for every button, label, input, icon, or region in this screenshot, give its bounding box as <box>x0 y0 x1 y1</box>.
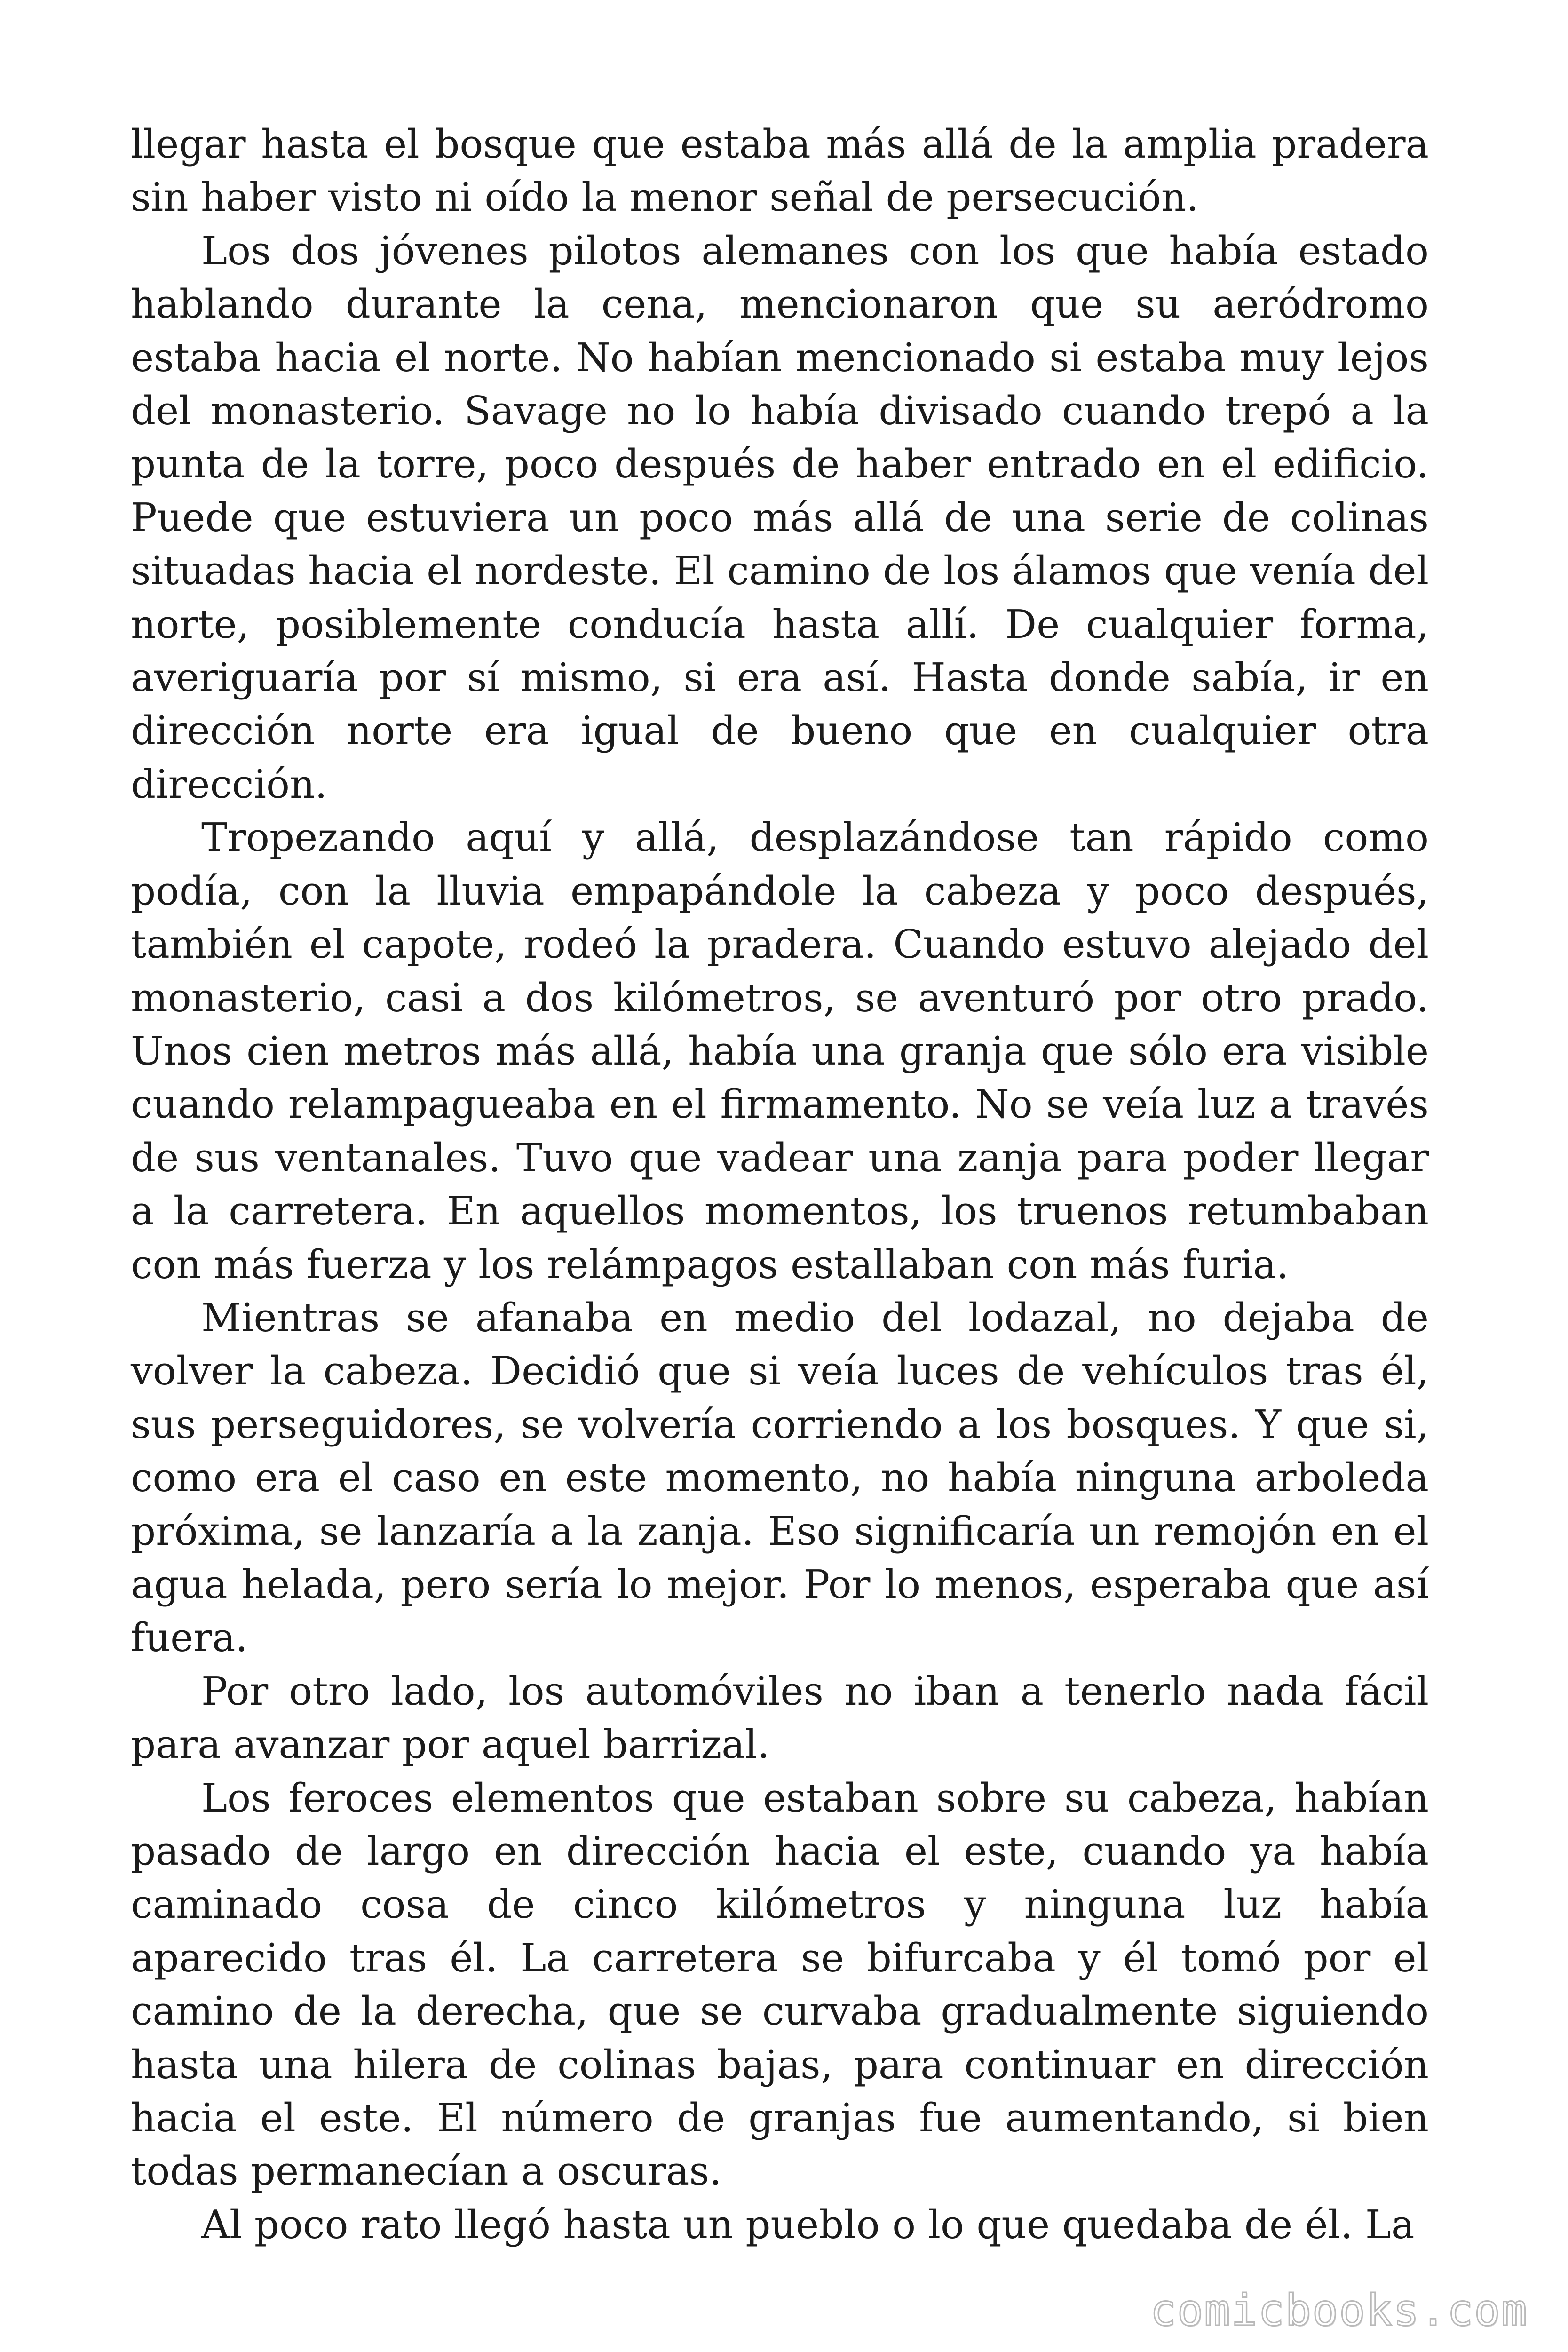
paragraph-4: Mientras se afanaba en medio del lodazal, no dejaba de volver la cabeza. Decidió que si veía luces de vehículos tras él, sus perseguidores, se volvería corriendo a los bosques. Y que si, como era el caso en este momento, no había ninguna arboleda próxima, se lanzaría a la zanja. Eso significaría un remojón en el agua helada, pero sería lo mejor. Por lo menos, esperaba que así fuera. <box>131 1295 1429 1661</box>
paragraph-2: Los dos jóvenes pilotos alemanes con los que había estado hablando durante la cena, mencionaron que su aeródromo estaba hacia el norte. No habían mencionado si estaba muy lejos del monasterio. Savage no lo había divisado cuando trepó a la punta de la torre, poco después de haber entrado en el edificio. Puede que estuviera un poco más allá de una serie de colinas situadas hacia el nordeste. El camino de los álamos que venía del norte, posiblemente conducía hasta allí. De cualquier forma, averiguaría por sí mismo, si era así. Hasta donde sabía, ir en dirección norte era igual de bueno que en cualquier otra dirección. <box>131 228 1429 807</box>
paragraph-5: Por otro lado, los automóviles no iban a tenerlo nada fácil para avanzar por aquel barrizal. <box>131 1668 1429 1768</box>
paragraph-1: llegar hasta el bosque que estaba más allá de la amplia pradera sin haber visto ni oído la menor señal de persecución. <box>131 121 1429 221</box>
watermark: comicbooks.com <box>1150 2285 1528 2336</box>
paragraph-3: Tropezando aquí y allá, desplazándose tan rápido como podía, con la lluvia empapándole la cabeza y poco después, también el capote, rodeó la pradera. Cuando estuvo alejado del monasterio, casi a dos kilómetros, se aventuró por otro prado. Unos cien metros más allá, había una granja que sólo era visible cuando relampagueaba en el firmamento. No se veía luz a través de sus ventanales. Tuvo que vadear una zanja para poder llegar a la carretera. En aquellos momentos, los truenos retumbaban con más fuerza y los relámpagos estallaban con más furia. <box>131 815 1429 1287</box>
paragraph-6: Los feroces elementos que estaban sobre su cabeza, habían pasado de largo en dirección hacia el este, cuando ya había caminado cosa de cinco kilómetros y ninguna luz había aparecido tras él. La carretera se bifurcaba y él tomó por el camino de la derecha, que se curvaba gradualmente siguiendo hasta una hilera de colinas bajas, para continuar en dirección hacia el este. El número de granjas fue aumentando, si bien todas permanecían a oscuras. <box>131 1775 1429 2194</box>
paragraph-7: Al poco rato llegó hasta un pueblo o lo que quedaba de él. La <box>201 2201 1415 2248</box>
body-text <box>131 118 1429 2251</box>
